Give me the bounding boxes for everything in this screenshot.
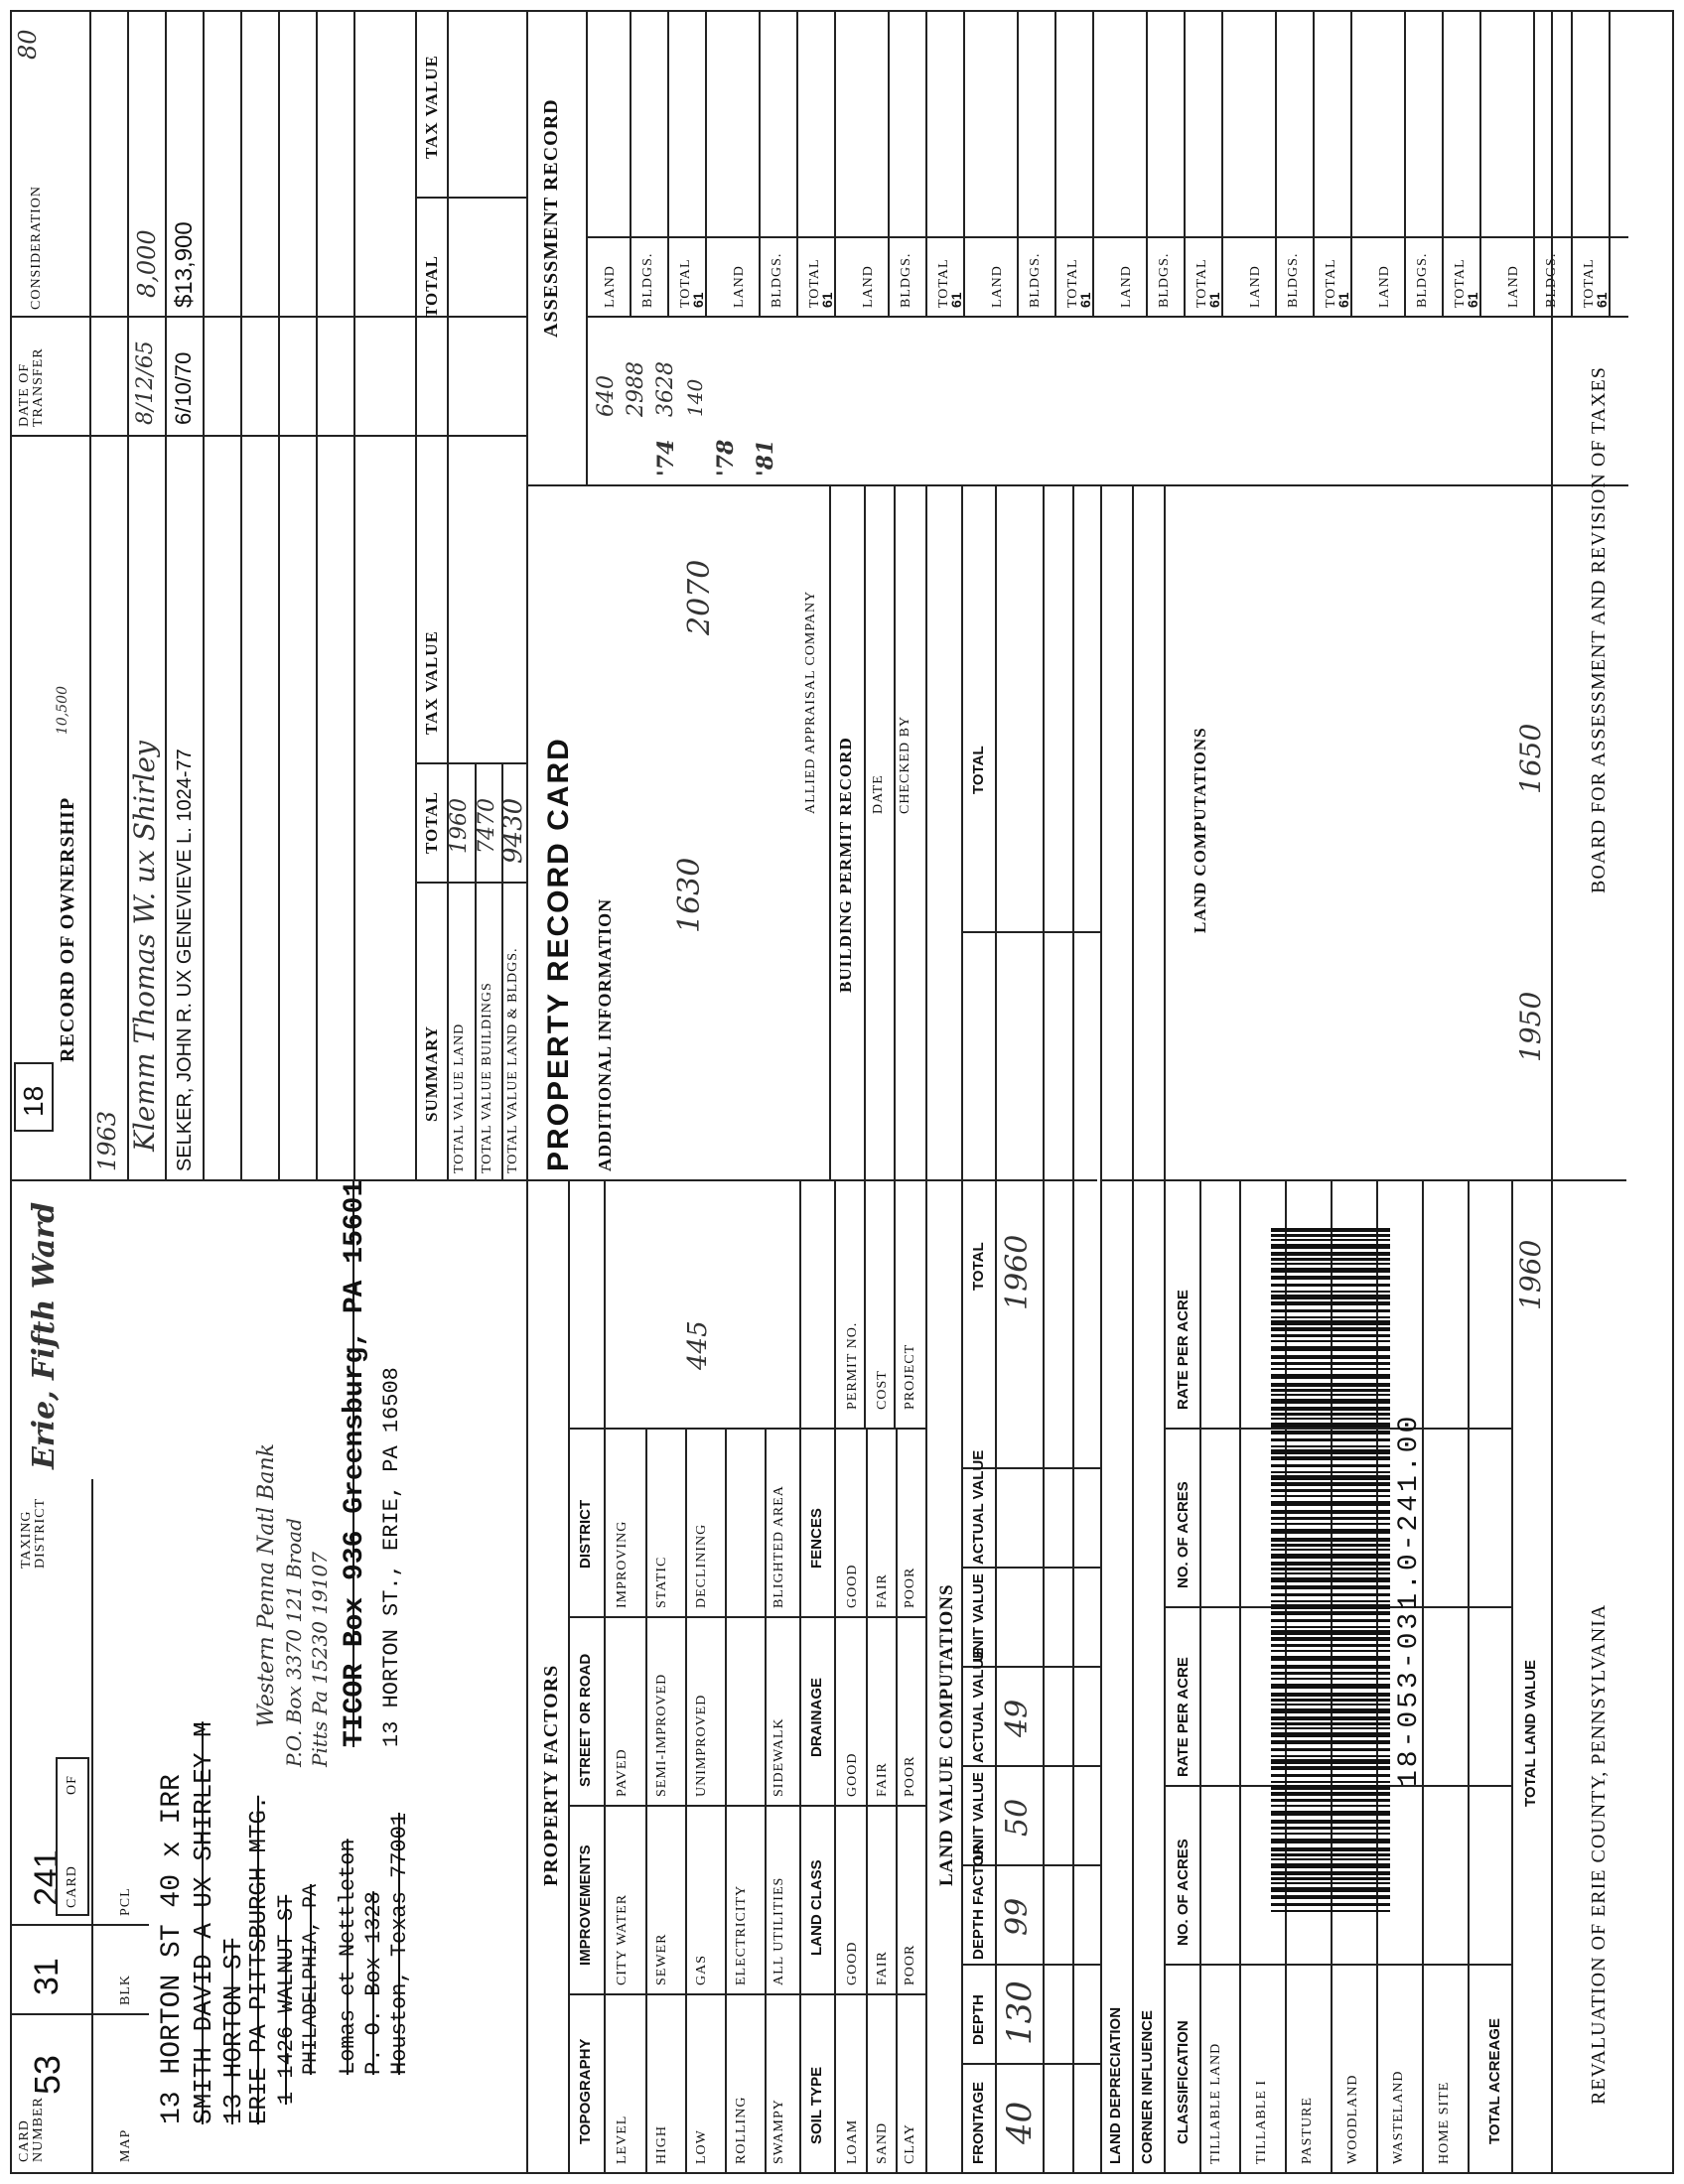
owner-line-7: Lomas et Nettleton	[336, 1839, 360, 2075]
lv-unit-value: 50	[1000, 1798, 1035, 1837]
taxing-district-value: Erie, Fifth Ward	[27, 1201, 62, 1469]
class-col-rate-2: RATE PER ACRE	[1175, 1290, 1192, 1410]
barcode-bar	[1271, 1887, 1390, 1892]
land-class-good: GOOD	[845, 1941, 860, 1985]
owner-note-3: Pitts Pa 15230 19107	[308, 1552, 332, 1767]
imp-electricity: ELECTRICITY	[734, 1884, 749, 1985]
barcode-bar	[1271, 1554, 1390, 1559]
barcode-bar	[1271, 1568, 1390, 1570]
col-depth-factor: DEPTH FACTOR	[970, 1843, 987, 1960]
ownership-title-note: 10,500	[55, 686, 70, 735]
topo-rolling: ROLLING	[734, 2096, 749, 2164]
assessment-row-7-b: BLDGS.	[1415, 252, 1430, 308]
assessment-row-6-a: LAND	[1248, 265, 1263, 308]
footer-hand-2: 1650	[1514, 723, 1547, 794]
classification-row-1: TILLABLE LAND	[1208, 2042, 1223, 2164]
col-unit-value-1: UNIT VALUE	[970, 1772, 987, 1860]
assessment-row-3-year: 61	[948, 292, 964, 308]
barcode-bar	[1271, 1471, 1390, 1473]
barcode-bar	[1271, 1252, 1390, 1256]
col-total-2: TOTAL	[970, 746, 987, 794]
assessment-row-2-a: LAND	[732, 265, 747, 308]
assessment-row-6-c: TOTAL	[1324, 258, 1338, 308]
assessment-value-3: 3628	[653, 361, 678, 417]
barcode-bar	[1271, 1785, 1390, 1790]
barcode-bar	[1271, 1727, 1390, 1729]
barcode-bar	[1271, 1611, 1390, 1615]
barcode-bar	[1271, 1847, 1390, 1851]
barcode-bar	[1271, 1759, 1390, 1764]
barcode-bar	[1271, 1630, 1390, 1635]
assessment-row-7-year: 61	[1465, 292, 1480, 308]
assessment-row-8-a: LAND	[1506, 265, 1521, 308]
barcode-bar	[1271, 1863, 1390, 1868]
street-unimproved: UNIMPROVED	[694, 1694, 709, 1797]
assessment-row-3-a: LAND	[861, 265, 876, 308]
assessment-row-2-c: TOTAL	[807, 258, 822, 308]
assessment-row-8-c: TOTAL	[1582, 258, 1597, 308]
owner-note-2: P.O. Box 3370 121 Broad	[282, 1518, 306, 1767]
drainage-good: GOOD	[845, 1752, 860, 1797]
barcode-bar	[1271, 1672, 1390, 1675]
topography-label: TOPOGRAPHY	[577, 2038, 594, 2144]
barcode-bar	[1271, 1781, 1390, 1783]
barcode-bar	[1271, 1295, 1390, 1299]
total-acreage-label: TOTAL ACREAGE	[1486, 2018, 1503, 2144]
barcode-bar	[1271, 1346, 1390, 1351]
barcode-bar	[1271, 1316, 1390, 1318]
barcode-bar	[1271, 1619, 1390, 1622]
assessment-row-5-a: LAND	[1119, 265, 1134, 308]
barcode-bar	[1271, 1585, 1390, 1589]
barcode-bar	[1271, 1699, 1390, 1702]
barcode-bar	[1271, 1284, 1390, 1287]
drainage-label: DRAINAGE	[808, 1677, 825, 1757]
pcl-label: PCL	[118, 1887, 133, 1916]
date-of-transfer-label: DATE OF TRANSFER	[17, 347, 46, 427]
topo-swampy: SWAMPY	[772, 2099, 786, 2164]
of-label: OF	[65, 1775, 79, 1795]
blk-value: 31	[28, 1958, 66, 1995]
barcode-bar	[1271, 1604, 1390, 1609]
barcode-bar	[1271, 1766, 1390, 1770]
barcode-bar	[1271, 1637, 1390, 1641]
imp-sewer: SEWER	[654, 1933, 669, 1985]
map-label: MAP	[118, 2128, 133, 2162]
land-value-title: LAND VALUE COMPUTATIONS	[936, 1583, 957, 1886]
barcode-bar	[1271, 1445, 1390, 1447]
barcode-bar	[1271, 1656, 1390, 1661]
barcode-bar	[1271, 1827, 1390, 1830]
footer-right: BOARD FOR ASSESSMENT AND REVISION OF TAXES	[1588, 366, 1610, 893]
owner-line-4: ERIE PA PITTSBURGH MTG.	[246, 1795, 273, 2124]
lv-depth-factor: 99	[1000, 1897, 1035, 1936]
corner-value: 80	[14, 29, 42, 60]
additional-info-label: ADDITIONAL INFORMATION	[595, 897, 615, 1171]
soil-loam: LOAM	[845, 2118, 860, 2164]
assessment-row-3-c: TOTAL	[936, 258, 951, 308]
summary-row-3-label: TOTAL VALUE LAND & BLDGS.	[505, 947, 520, 1173]
blk-label: BLK	[118, 1975, 133, 2005]
assessment-row-1-c: TOTAL	[678, 258, 693, 308]
total-land-value-label: TOTAL LAND VALUE	[1522, 1659, 1539, 1807]
barcode-bar	[1271, 1895, 1390, 1899]
land-class-label: LAND CLASS	[808, 1859, 825, 1956]
barcode-bar	[1271, 1263, 1390, 1265]
district-improving: IMPROVING	[615, 1520, 630, 1608]
assessment-row-5-b: BLDGS.	[1157, 252, 1172, 308]
barcode-bar	[1271, 1644, 1390, 1647]
barcode-bar	[1271, 1475, 1390, 1480]
fences-label: FENCES	[808, 1508, 825, 1569]
barcode-bar	[1271, 1882, 1390, 1884]
class-col-rate-1: RATE PER ACRE	[1175, 1657, 1192, 1777]
col-unit-value-2: UNIT VALUE	[970, 1573, 987, 1662]
assessment-row-8-b: BLDGS.	[1544, 252, 1559, 308]
summary-right-total: TOTAL	[422, 255, 441, 318]
land-class-poor: POOR	[903, 1944, 917, 1985]
barcode-bar	[1271, 1740, 1390, 1744]
barcode-bar	[1271, 1501, 1390, 1506]
classification-row-3: PASTURE	[1300, 2097, 1315, 2164]
cost-label: COST	[875, 1370, 890, 1410]
barcode-bar	[1271, 1792, 1390, 1796]
assessment-row-7-a: LAND	[1377, 265, 1392, 308]
assessment-row-4-c: TOTAL	[1065, 258, 1080, 308]
barcode-bar	[1271, 1820, 1390, 1824]
permit-no-label: PERMIT NO.	[845, 1321, 860, 1410]
barcode-bar	[1271, 1722, 1390, 1725]
assessment-row-1-a: LAND	[603, 265, 618, 308]
ownership-row-2-consideration: 8,000	[133, 229, 161, 298]
barcode-bar	[1271, 1562, 1390, 1566]
assessment-row-5-c: TOTAL	[1194, 258, 1209, 308]
barcode-bar	[1271, 1301, 1390, 1305]
barcode-bar	[1271, 1291, 1390, 1293]
barcode-bar	[1271, 1665, 1390, 1669]
barcode-bar	[1271, 1495, 1390, 1497]
class-col-classification: CLASSIFICATION	[1175, 2020, 1192, 2144]
classification-row-2: TILLABLE I	[1254, 2079, 1269, 2164]
barcode-bar	[1271, 1600, 1390, 1602]
barcode-bar	[1271, 1320, 1390, 1325]
assessment-row-2-b: BLDGS.	[770, 252, 784, 308]
barcode-bar	[1271, 1774, 1390, 1777]
ownership-row-3-consideration: $13,900	[171, 221, 198, 308]
total-land-value-hand: 1960	[1514, 1239, 1547, 1310]
assessment-row-6-year: 61	[1335, 292, 1351, 308]
barcode-bar	[1271, 1517, 1390, 1520]
assessment-row-4-year: 61	[1077, 292, 1093, 308]
barcode-bar	[1271, 1431, 1390, 1434]
barcode-bar	[1271, 1853, 1390, 1856]
additional-note-2: 1630	[672, 857, 707, 933]
barcode-bar	[1271, 1244, 1390, 1249]
barcode-bar	[1271, 1833, 1390, 1835]
assessment-row-7-c: TOTAL	[1453, 258, 1468, 308]
classification-row-5: WASTELAND	[1391, 2070, 1406, 2164]
assessment-row-4-a: LAND	[990, 265, 1005, 308]
classification-row-4: WOODLAND	[1345, 2074, 1360, 2164]
summary-row-1-total: 1960	[447, 798, 472, 854]
summary-total-label: TOTAL	[422, 791, 441, 854]
date-label: DATE	[871, 774, 886, 814]
classification-row-6: HOME SITE	[1437, 2081, 1452, 2164]
barcode-bar	[1271, 1572, 1390, 1574]
card-number: 53	[27, 2054, 68, 2095]
barcode-bar	[1271, 1650, 1390, 1652]
barcode-bar	[1271, 1334, 1390, 1337]
barcode-bar	[1271, 1489, 1390, 1492]
summary-row-3-total: 9430	[498, 797, 528, 864]
owner-line-2: SMITH DAVID A UX SHIRLEY M	[189, 1721, 218, 2124]
barcode-bar	[1271, 1748, 1390, 1751]
consideration-label: CONSIDERATION	[29, 186, 44, 310]
barcode-bar	[1271, 1510, 1390, 1514]
barcode-bar	[1271, 1362, 1390, 1365]
barcode-bar	[1271, 1399, 1390, 1404]
soil-label: SOIL TYPE	[808, 2066, 825, 2144]
lv-frontage: 40	[1000, 2101, 1040, 2144]
barcode-bar	[1271, 1593, 1390, 1596]
taxing-district-label: TAXING DISTRICT	[19, 1498, 48, 1569]
lv-total: 1960	[1000, 1234, 1035, 1310]
barcode-bar	[1271, 1413, 1390, 1416]
assessment-year-81: '81	[753, 439, 778, 477]
project-label: PROJECT	[903, 1343, 917, 1410]
ownership-title: RECORD OF OWNERSHIP	[57, 796, 78, 1062]
barcode-bar	[1271, 1340, 1390, 1342]
corner-influence-label: CORNER INFLUENCE	[1139, 2009, 1156, 2164]
barcode-bar	[1271, 1394, 1390, 1396]
assessment-row-3-b: BLDGS.	[899, 252, 913, 308]
land-depreciation-label: LAND DEPRECIATION	[1107, 2006, 1124, 2164]
owner-line-10: TICOR Box 936 Greensburg, PA 15601	[340, 1179, 370, 1747]
ownership-row-3-date: 6/10/70	[171, 351, 196, 425]
summary-right-tax: TAX VALUE	[422, 55, 441, 159]
drainage-fair: FAIR	[875, 1762, 890, 1797]
owner-line-11: 13 HORTON ST., ERIE, PA 16508	[379, 1367, 404, 1747]
col-total-1: TOTAL	[970, 1242, 987, 1291]
barcode-bar	[1271, 1577, 1390, 1582]
barcode-bar	[1271, 1544, 1390, 1547]
barcode-bar	[1271, 1418, 1390, 1420]
barcode-bar	[1271, 1716, 1390, 1720]
barcode-bar	[1271, 1239, 1390, 1241]
street-semi-improved: SEMI-IMPROVED	[654, 1673, 669, 1797]
barcode-bar	[1271, 1228, 1390, 1232]
class-col-acres-2: NO. OF ACRES	[1175, 1481, 1192, 1588]
barcode-bar	[1271, 1456, 1390, 1460]
card-label: CARD	[65, 1865, 79, 1908]
parcel-barcode	[1271, 1221, 1390, 1916]
col-depth: DEPTH	[970, 1994, 987, 2045]
ownership-row-2-name: Klemm Thomas W. ux Shirley	[128, 741, 161, 1152]
assessment-year-74: '74	[653, 439, 679, 477]
assessment-value-2: 2988	[624, 361, 648, 417]
district-blighted: BLIGHTED AREA	[772, 1485, 786, 1608]
street-label: STREET OR ROAD	[577, 1653, 594, 1787]
summary-row-1-label: TOTAL VALUE LAND	[452, 1023, 467, 1173]
assessment-value-4: 140	[683, 378, 707, 417]
district-declining: DECLINING	[694, 1523, 709, 1608]
land-class-fair: FAIR	[875, 1951, 890, 1985]
barcode-bar	[1271, 1355, 1390, 1359]
barcode-bar	[1271, 1268, 1390, 1273]
col-actual-value-2: ACTUAL VALUE	[970, 1449, 987, 1565]
barcode-bar	[1271, 1858, 1390, 1860]
barcode-bar	[1271, 1805, 1390, 1807]
fences-fair: FAIR	[875, 1573, 890, 1608]
barcode-bar	[1271, 1799, 1390, 1802]
checked-by-label: CHECKED BY	[898, 715, 912, 814]
lv-depth: 130	[1000, 1980, 1040, 2045]
allied-label: ALLIED APPRAISAL COMPANY	[803, 590, 818, 814]
owner-line-3: 13 HORTON ST	[218, 1938, 248, 2124]
assessment-value-1: 640	[594, 375, 619, 417]
barcode-bar	[1271, 1877, 1390, 1880]
additional-note-3: 2070	[682, 559, 717, 635]
barcode-bar	[1271, 1538, 1390, 1542]
col-frontage: FRONTAGE	[970, 2081, 987, 2164]
footer-hand-1: 1950	[1514, 991, 1547, 1062]
improvements-label: IMPROVEMENTS	[577, 1844, 594, 1966]
drainage-poor: POOR	[903, 1755, 917, 1797]
topo-high: HIGH	[654, 2125, 669, 2164]
soil-sand: SAND	[875, 2121, 890, 2164]
ownership-row-1-name: 1963	[93, 1110, 121, 1171]
street-sidewalk: SIDEWALK	[772, 1717, 786, 1797]
lv-actual-value: 49	[1000, 1699, 1035, 1737]
barcode-bar	[1271, 1438, 1390, 1441]
property-factors-title: PROPERTY FACTORS	[540, 1664, 562, 1886]
barcode-bar	[1271, 1755, 1390, 1757]
district-static: STATIC	[654, 1556, 669, 1608]
assessment-title: ASSESSMENT RECORD	[540, 98, 562, 338]
assessment-row-8-year: 61	[1594, 292, 1610, 308]
ownership-row-2-date: 8/12/65	[133, 341, 158, 425]
imp-all-utilities: ALL UTILITIES	[772, 1876, 786, 1985]
barcode-bar	[1271, 1407, 1390, 1411]
soil-clay: CLAY	[903, 2123, 917, 2164]
barcode-bar	[1271, 1693, 1390, 1697]
barcode-bar	[1271, 1839, 1390, 1843]
owner-line-1: 13 HORTON ST 40 x IRR	[157, 1774, 188, 2124]
additional-note-1: 445	[683, 1320, 713, 1370]
col-actual-value-1: ACTUAL VALUE	[970, 1648, 987, 1763]
barcode-bar	[1271, 1234, 1390, 1237]
barcode-bar	[1271, 1258, 1390, 1261]
summary-row-2-label: TOTAL VALUE BUILDINGS	[480, 982, 494, 1173]
barcode-bar	[1271, 1464, 1390, 1467]
barcode-bar	[1271, 1423, 1390, 1428]
owner-line-9: Houston, Texas 77001	[387, 1812, 412, 2075]
owner-line-6: PHILADELPHIA, PA	[300, 1883, 323, 2075]
barcode-bar	[1271, 1684, 1390, 1689]
building-permit-label: BUILDING PERMIT RECORD	[836, 737, 855, 993]
property-record-title: PROPERTY RECORD CARD	[542, 737, 575, 1171]
topo-low: LOW	[694, 2129, 709, 2164]
barcode-bar	[1271, 1389, 1390, 1392]
fences-poor: POOR	[903, 1567, 917, 1608]
barcode-bar	[1271, 1811, 1390, 1816]
fences-good: GOOD	[845, 1564, 860, 1608]
card-number-label: CARD NUMBER	[17, 2097, 46, 2162]
barcode-bar	[1271, 1482, 1390, 1486]
assessment-row-6-b: BLDGS.	[1286, 252, 1301, 308]
pcl-value: 241	[28, 1849, 66, 1906]
barcode-bar	[1271, 1383, 1390, 1387]
barcode-bar	[1271, 1549, 1390, 1551]
assessment-year-78: '78	[713, 439, 739, 477]
summary-title: SUMMARY	[422, 1024, 441, 1122]
assessment-row-1-b: BLDGS.	[640, 252, 655, 308]
footer-left: REVALUATION OF ERIE COUNTY, PENNSYLVANIA	[1588, 1603, 1610, 2105]
ownership-row-3-name: SELKER, JOHN R. UX GENEVIEVE L. 1024-77	[174, 749, 196, 1171]
barcode-bar	[1271, 1374, 1390, 1379]
owner-line-8: P. O. Box 1328	[361, 1891, 386, 2075]
owner-note-1: Western Penna Natl Bank	[254, 1443, 279, 1727]
summary-tax-label: TAX VALUE	[422, 630, 441, 735]
barcode-text: 18-053-031.0-241.00	[1394, 1413, 1425, 1787]
assessment-row-1-year: 61	[690, 292, 706, 308]
assessment-row-2-year: 61	[819, 292, 835, 308]
imp-gas: GAS	[694, 1954, 709, 1985]
summary-row-2-total: 7470	[475, 798, 499, 854]
barcode-bar	[1271, 1529, 1390, 1534]
barcode-bar	[1271, 1309, 1390, 1312]
imp-city-water: CITY WATER	[615, 1893, 630, 1985]
barcode-bar	[1271, 1276, 1390, 1280]
barcode-bar	[1271, 1704, 1390, 1706]
street-paved: PAVED	[615, 1748, 630, 1797]
class-col-acres-1: NO. OF ACRES	[1175, 1839, 1192, 1946]
district-label: DISTRICT	[577, 1499, 594, 1569]
assessment-row-5-year: 61	[1206, 292, 1222, 308]
barcode-bar	[1271, 1871, 1390, 1875]
card-box-value: 18	[18, 1085, 49, 1117]
barcode-bar	[1271, 1903, 1390, 1906]
barcode-bar	[1271, 1327, 1390, 1331]
land-computations-label: LAND COMPUTATIONS	[1191, 727, 1209, 933]
topo-level: LEVEL	[615, 2115, 630, 2164]
barcode-bar	[1271, 1910, 1390, 1912]
owner-line-5: 1 1426 WALNUT ST	[274, 1894, 299, 2105]
barcode-bar	[1271, 1678, 1390, 1680]
barcode-bar	[1271, 1626, 1390, 1628]
barcode-bar	[1271, 1708, 1390, 1713]
barcode-bar	[1271, 1449, 1390, 1454]
barcode-bar	[1271, 1368, 1390, 1370]
barcode-bar	[1271, 1732, 1390, 1737]
assessment-row-4-b: BLDGS.	[1028, 252, 1043, 308]
barcode-bar	[1271, 1523, 1390, 1525]
